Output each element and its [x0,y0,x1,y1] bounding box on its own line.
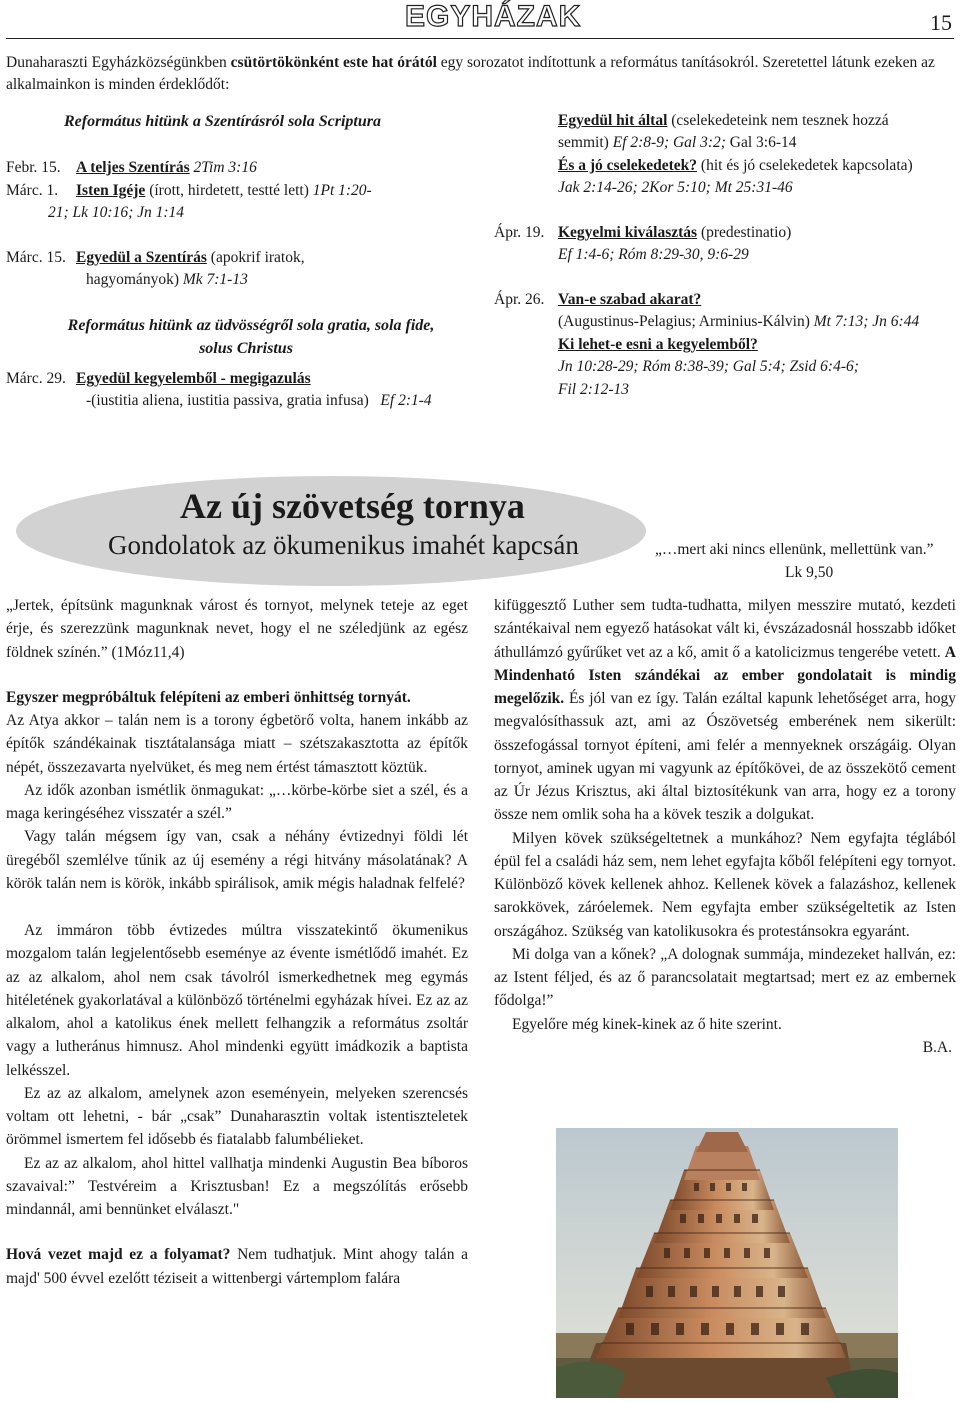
schedule-item-continued: Jak 2:14-26; 2Kor 5:10; Mt 25:31-46 [558,179,793,197]
header-rule [6,38,954,39]
schedule-left [6,110,476,413]
schedule-item-continued: semmit) Ef 2:8-9; Gal 3:2; Gal 3:6-14 [558,134,797,152]
article-paragraph: Ez az az alkalom, ahol hittel vallhatja mindenki Augustin Bea bíboros szavaival:” Testvéreim a Krisztusban! Ez a megszólítás erősebb mindannál, ami bennünket elválaszt." [6,1154,468,1218]
article-paragraph: Ez az az alkalom, amelynek azon eseményein, melyeken szerencsés voltam ott lehetni, - bár „csak” Dunaharasztin voltak istentiszteletek örömmel ismertem fel idősebb és fiatalabb falumbélieket. [6,1084,468,1149]
schedule-right [494,110,954,401]
article-paragraph-bold: Egyszer megpróbáltuk felépíteni az emberi önhittség tornyát. [6,688,411,706]
schedule-item-continued: hagyományok) Mk 7:1-13 [86,271,248,289]
schedule-item: Márc. 15. Egyedül a Szentírás (apokrif iratok, [6,248,305,266]
schedule-item-continued: 21; Lk 10:16; Jn 1:14 [48,204,185,222]
article-paragraph: Egyelőre még kinek-kinek az ő hite szerint. [512,1015,782,1033]
article-title: Az új szövetség tornya [180,486,525,526]
author-signature: B.A. [922,1038,952,1056]
epigraph-quote [655,538,955,585]
article-column-left [6,594,468,1290]
schedule-item: Ki lehet-e esni a kegyelemből? [558,335,758,353]
article-paragraph: „Jertek, építsünk magunknak várost és tornyot, melynek teteje az eget érje, és szerezzünk magunknak nevet, hogy el ne széledjünk az egész földnek színén.” (1Móz11,4) [6,597,468,661]
article-column-right [494,594,956,1059]
schedule-item: Márc. 1. Isten Igéje (írott, hirdetett, testté lett) 1Pt 1:20- [6,181,372,199]
schedule-item-continued: (Augustinus-Pelagius; Arminius-Kálvin) Mt 7:13; Jn 6:44 [558,313,920,331]
intro-paragraph: Dunaharaszti Egyházközségünkben csütörtökönként este hat órától egy sorozatot indítottunk a református tanításokról. Szeretettel látunk ezeken az alkalmainkon is minden érdeklődőt: [6,54,935,94]
schedule-item-continued: Ef 1:4-6; Róm 8:29-30, 9:6-29 [558,246,749,264]
schedule-item: Ápr. 19. Kegyelmi kiválasztás (predestinatio) [494,223,792,241]
tower-of-babel-painting [556,1128,898,1398]
schedule-heading-salvation-2: solus Christus [199,339,293,357]
schedule-item: Febr. 15. A teljes Szentírás 2Tim 3:16 [6,159,257,177]
schedule-item-continued: -(iustitia aliena, iustitia passiva, gratia infusa) Ef 2:1-4 [86,392,432,410]
article-paragraph: Az Atya akkor – talán nem is a torony égbetörő volta, hanem inkább az építők szándékainak tisztátalansága miatt – szétszakasztotta az építők népét, összezavarta nyelvüket, és meg nem értést támasztott köztük. [6,712,468,776]
article-paragraph: Vagy talán mégsem így van, csak a néhány évtizednyi földi lét üregéből szemlélve tűnik az új esemény a régi hitvány másolatának? A körök talán nem is körök, inkább spirálisok, amik mégis haladnak felfelé? [6,828,468,892]
article-paragraph: kifüggesztő Luther sem tudta-tudhatta, milyen messzire mutató, kezdeti szántékaival nem egyező hatásokat vált ki, évszázadosnál hosszabb időket áthullámzó gyűrűket vet az a kő, amit ő a katolicizmus tengerébe vetett. A Mindenható Isten szándékai az ember gondolatait is mindig megelőzik. És jól van ez így. Talán ezáltal kapunk lehetőséget arra, hogy megvalósíthassuk azt, ami az Ószövetség emberének nem sikerült: összefogással tornyot építeni, ami felér a mennyeknek országáig. Olyan tornyot, aminek ugyan mi vagyunk az építőkövei, de az összekötő cement az Úr Jézus Krisztus, aki által biztosítékunk van arra, hogy ez a torony össze nem omlik soha ha a kövek teszik a dolgukat. [494,597,956,824]
schedule-item-continued: Jn 10:28-29; Róm 8:38-39; Gal 5:4; Zsid 6:4-6; [558,358,859,376]
schedule-item: Ápr. 26. Van-e szabad akarat? [494,290,702,308]
schedule-item: És a jó cselekedetek? (hit és jó cselekedetek kapcsolata) [558,156,913,174]
article-paragraph: Az idők azonban ismétlik önmagukat: „…körbe-körbe siet a szél, és a maga keringéséhez visszatér a szél.” [6,781,468,822]
epigraph-text: „…mert aki nincs ellenünk, mellettünk van.” [655,541,934,558]
schedule-item-continued: Fil 2:12-13 [558,380,630,398]
schedule-item: Márc. 29. Egyedül kegyelemből - megigazulás [6,369,311,387]
schedule-heading-salvation: Református hitünk az üdvösségről sola gratia, sola fide, [67,316,435,334]
section-header-title: EGYHÁZAK [405,0,582,33]
article-paragraph: Hová vezet majd ez a folyamat? Nem tudhatjuk. Mint ahogy talán a majd' 500 évvel ezelőtt téziseit a wittenbergi vártemplom falára [6,1246,468,1287]
schedule-heading-scripture: Református hitünk a Szentírásról sola Scriptura [64,113,381,130]
article-paragraph: Milyen kövek szükségeltetnek a munkához? Nem egyfajta téglából épül fel a családi ház sem, nem lehet egyfajta kőből felépíteni egy tornyot. Különböző kövek kellenek ahhoz. Kellenek kövek a falazáshoz, kellenek sarokkövek, záróelemek. Nem egyfajta ember szükségeltetik az Isten országához. Szükség van katolikusokra és protestánsokra egyaránt. [494,829,956,940]
article-paragraph: Az immáron több évtizedes múltra visszatekintő ökumenikus mozgalom talán legjelentősebb eseménye az évente ismétlődő imahét. Ez az az alkalom, ahol nem csak távolról ismerkedhetnek meg egymás hitéletének gyakorlatával a különböző történelmi egyházak hívei. Ez az az alkalom, ahol a katolikus ének mellett felhangzik a református zsoltár vagy a lutheránus himnusz. Ahol mindenki együtt imádkozik a baptista lelkésszel. [6,922,468,1079]
epigraph-reference: Lk 9,50 [785,564,834,582]
article-paragraph: Mi dolga van a kőnek? „A dolognak summája, mindezeket hallván, ez: az Istent féljed, és az ő parancsolatait megtartsad; mert ez az embernek fődolga!” [494,945,956,1010]
article-subtitle: Gondolatok az ökumenikus imahét kapcsán [108,530,579,560]
page-number: 15 [930,10,952,35]
schedule-item: Egyedül hit által (cselekedeteink nem tesznek hozzá [558,112,889,129]
